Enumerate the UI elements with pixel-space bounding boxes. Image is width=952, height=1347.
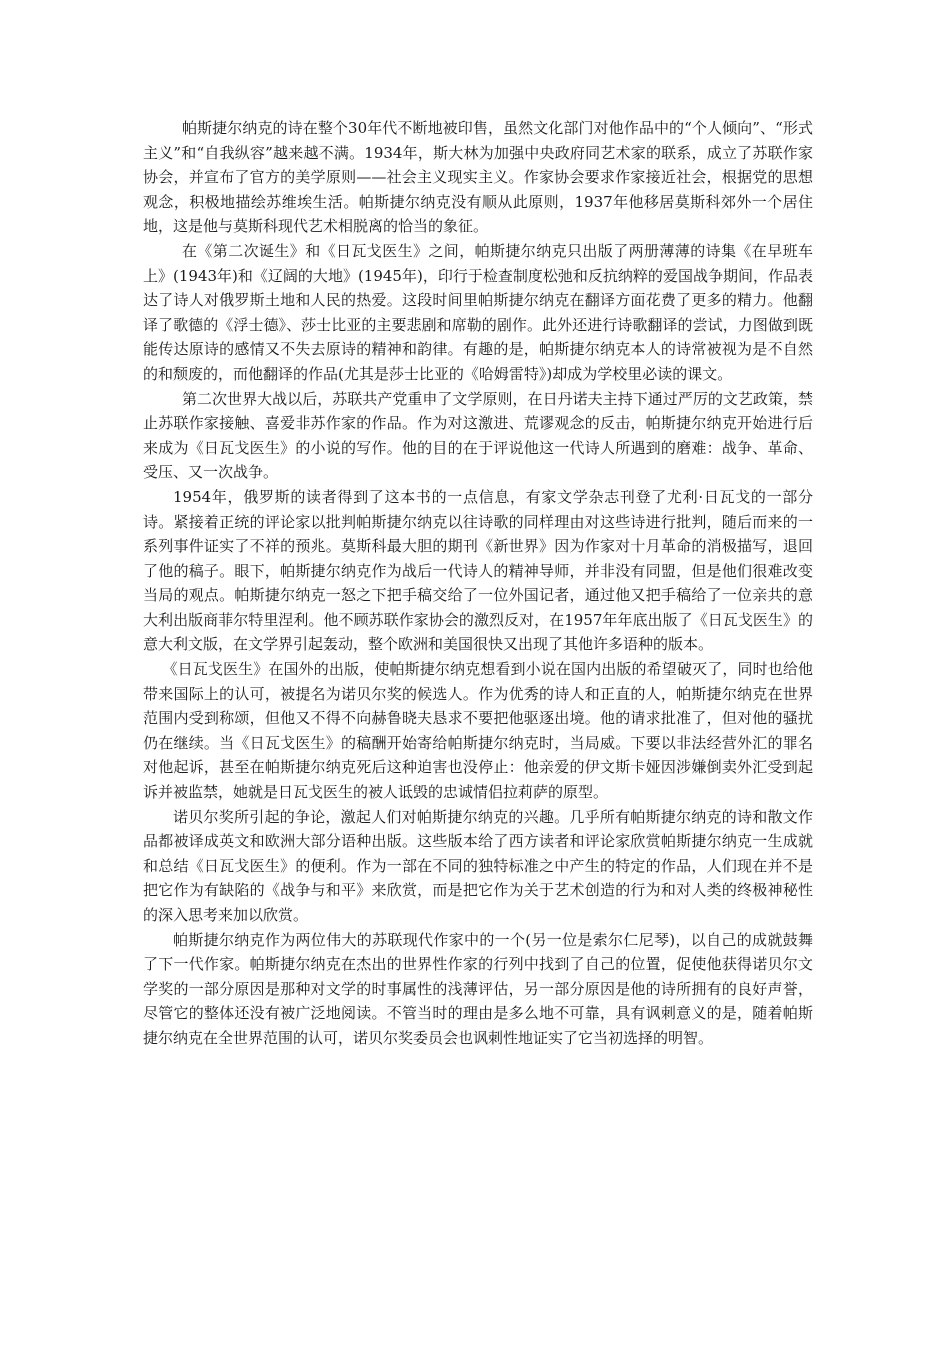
paragraph-1: 帕斯捷尔纳克的诗在整个30年代不断地被印售，虽然文化部门对他作品中的“个人倾向”、“形式主义”和“自我纵容”越来越不满。1934年，斯大林为加强中央政府同艺术家的联系，成立了苏联作家协会，并宣布了官方的美学原则——社会主义现实主义。作家协会要求作家接近社会，根据党的思想观念，积极地描绘苏维埃生活。帕斯捷尔纳克没有顺从此原则，1937年他移居莫斯科郊外一个居住地，这是他与莫斯科现代艺术相脱离的恰当的象征。	[143, 119, 813, 236]
document-page	[143, 116, 813, 1051]
paragraph-7: 帕斯捷尔纳克作为两位伟大的苏联现代作家中的一个(另一位是索尔仁尼琴)，以自己的成就鼓舞了下一代作家。帕斯捷尔纳克在杰出的世界性作家的行列中找到了自己的位置，促使他获得诺贝尔文学奖的一部分原因是那种对文学的时事属性的浅薄评估，另一部分原因是他的诗所拥有的良好声誉，尽管它的整体还没有被广泛地阅读。不管当时的理由是多么地不可靠，具有讽刺意义的是，随着帕斯捷尔纳克在全世界范围的认可，诺贝尔奖委员会也讽刺性地证实了它当初选择的明智。	[143, 930, 813, 1047]
paragraph-2: 在《第二次诞生》和《日瓦戈医生》之间，帕斯捷尔纳克只出版了两册薄薄的诗集《在早班车上》(1943年)和《辽阔的大地》(1945年)，印行于检查制度松弛和反抗纳粹的爱国战争期间，作品表达了诗人对俄罗斯土地和人民的热爱。这段时间里帕斯捷尔纳克在翻译方面花费了更多的精力。他翻译了歌德的《浮士德》、莎士比亚的主要悲剧和席勒的剧作。此外还进行诗歌翻译的尝试，力图做到既能传达原诗的感情又不失去原诗的精神和韵律。有趣的是，帕斯捷尔纳克本人的诗常被视为是不自然的和颓废的，而他翻译的作品(尤其是莎士比亚的《哈姆雷特》)却成为学校里必读的课文。	[143, 241, 813, 383]
paragraph-4: 1954年，俄罗斯的读者得到了这本书的一点信息，有家文学杂志刊登了尤利·日瓦戈的一部分诗。紧接着正统的评论家以批判帕斯捷尔纳克以往诗歌的同样理由对这些诗进行批判，随后而来的一系列事件证实了不祥的预兆。莫斯科最大胆的期刊《新世界》因为作家对十月革命的消极描写，退回了他的稿子。眼下，帕斯捷尔纳克作为战后一代诗人的精神导师，并非没有同盟，但是他们很难改变当局的观点。帕斯捷尔纳克一怒之下把手稿交给了一位外国记者，通过他又把手稿给了一位亲共的意大利出版商菲尔特里涅利。他不顾苏联作家协会的激烈反对，在1957年年底出版了《日瓦戈医生》的意大利文版，在文学界引起轰动，整个欧洲和美国很快又出现了其他许多语种的版本。	[143, 487, 813, 654]
paragraph-3: 第二次世界大战以后，苏联共产党重申了文学原则，在日丹诺夫主持下通过严厉的文艺政策，禁止苏联作家接触、喜爱非苏作家的作品。作为对这激进、荒谬观念的反击，帕斯捷尔纳克开始进行后来成为《日瓦戈医生》的小说的写作。他的目的在于评说他这一代诗人所遇到的磨难：战争、革命、受压、又一次战争。	[143, 389, 813, 482]
paragraph-5: 《日瓦戈医生》在国外的出版，使帕斯捷尔纳克想看到小说在国内出版的希望破灭了，同时也给他带来国际上的认可，被提名为诺贝尔奖的候选人。作为优秀的诗人和正直的人，帕斯捷尔纳克在世界范围内受到称颂，但他又不得不向赫鲁晓夫恳求不要把他驱逐出境。他的请求批准了，但对他的骚扰仍在继续。当《日瓦戈医生》的稿酬开始寄给帕斯捷尔纳克时，当局威。下要以非法经营外汇的罪名对他起诉，甚至在帕斯捷尔纳克死后这种迫害也没停止：他亲爱的伊文斯卡娅因涉嫌倒卖外汇受到起诉并被监禁，她就是日瓦戈医生的被人诋毁的忠诚情侣拉莉萨的原型。	[143, 660, 813, 802]
paragraph-6: 诺贝尔奖所引起的争论，激起人们对帕斯捷尔纳克的兴趣。几乎所有帕斯捷尔纳克的诗和散文作品都被译成英文和欧洲大部分语种出版。这些版本给了西方读者和评论家欣赏帕斯捷尔纳克一生成就和总结《日瓦戈医生》的便利。作为一部在不同的独特标准之中产生的特定的作品，人们现在并不是把它作为有缺陷的《战争与和平》来欣赏，而是把它作为关于艺术创造的行为和对人类的终极神秘性的深入思考来加以欣赏。	[143, 807, 813, 924]
